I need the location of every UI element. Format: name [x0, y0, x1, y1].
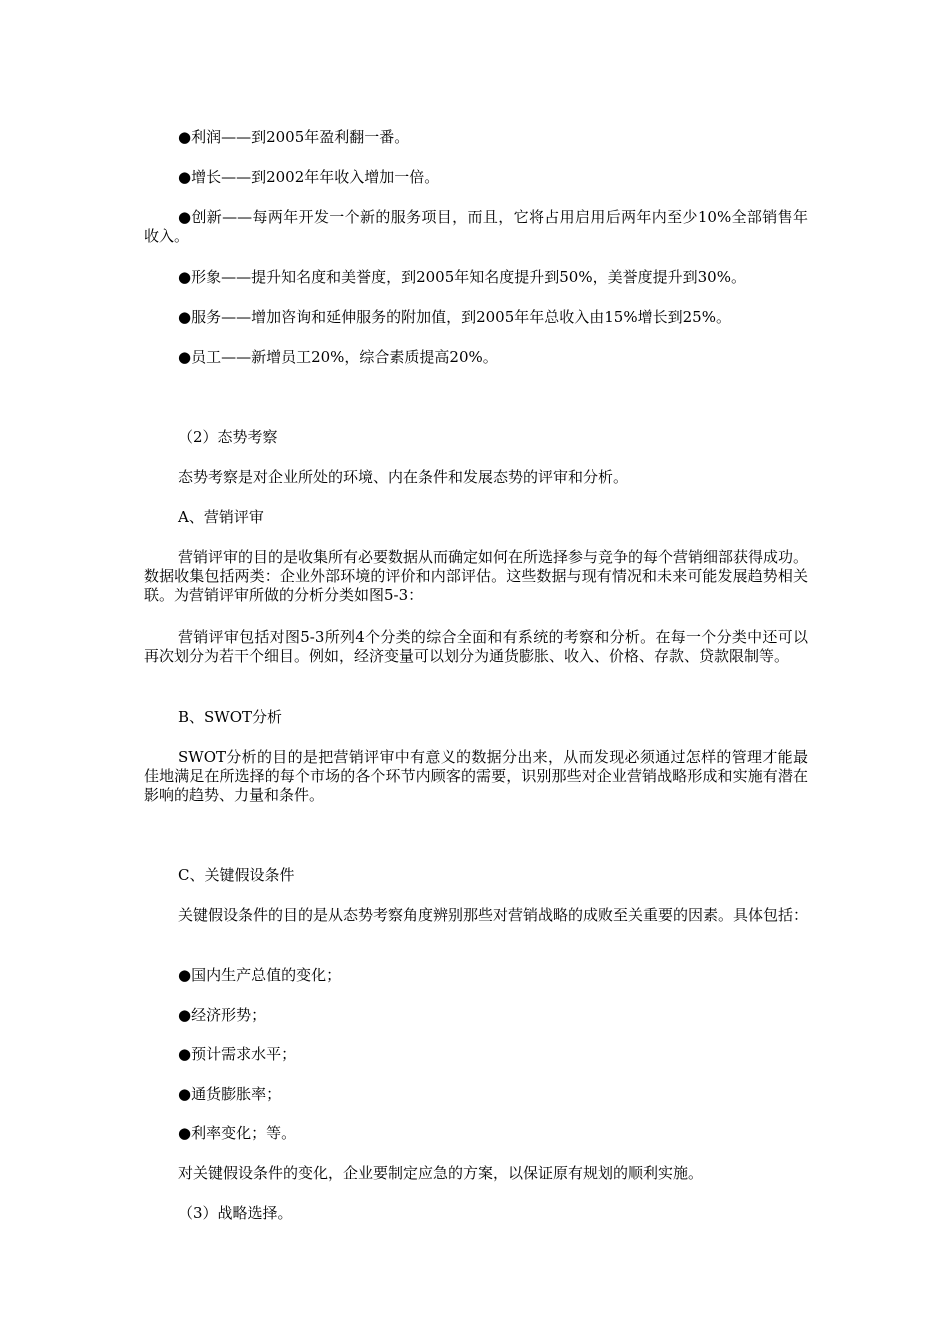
paragraph-key-assumptions-purpose: 关键假设条件的目的是从态势考察角度辨别那些对营销战略的成败至关重要的因素。具体包括： — [178, 906, 809, 924]
bullet-innovation: ●创新——每两年开发一个新的服务项目，而且，它将占用启用后两年内至少10%全部销售年收入。 — [144, 208, 808, 245]
bullet-gdp: ●国内生产总值的变化； — [178, 966, 342, 984]
bullet-economy: ●经济形势； — [178, 1006, 267, 1024]
subheading-marketing-audit: A、营销评审 — [178, 508, 264, 526]
section-heading-situation-review: （2）态势考察 — [178, 428, 278, 446]
bullet-inflation: ●通货膨胀率； — [178, 1085, 282, 1103]
bullet-image: ●形象——提升知名度和美誉度，到2005年知名度提升到50%，美誉度提升到30%。 — [178, 268, 746, 286]
bullet-service: ●服务——增加咨询和延伸服务的附加值，到2005年年总收入由15%增长到25%。 — [178, 308, 731, 326]
bullet-staff: ●员工——新增员工20%，综合素质提高20%。 — [178, 348, 498, 366]
bullet-profit: ●利润——到2005年盈利翻一番。 — [178, 128, 410, 146]
paragraph-situation-definition: 态势考察是对企业所处的环境、内在条件和发展态势的评审和分析。 — [178, 468, 629, 486]
paragraph-contingency: 对关键假设条件的变化，企业要制定应急的方案，以保证原有规划的顺利实施。 — [178, 1164, 704, 1182]
bullet-growth: ●增长——到2002年年收入增加一倍。 — [178, 168, 440, 186]
document-page — [144, 0, 808, 1344]
paragraph-marketing-audit-scope: 营销评审包括对图5-3所列4个分类的综合全面和有系统的考察和分析。在每一个分类中还可以再次划分为若干个细目。例如，经济变量可以划分为通货膨胀、收入、价格、存款、贷款限制等。 — [144, 628, 808, 665]
subheading-swot: B、SWOT分析 — [178, 708, 283, 726]
section-heading-strategy-selection: （3）战略选择。 — [178, 1204, 293, 1222]
bullet-interest-rate: ●利率变化；等。 — [178, 1124, 297, 1142]
paragraph-marketing-audit-purpose: 营销评审的目的是收集所有必要数据从而确定如何在所选择参与竞争的每个营销细部获得成功。数据收集包括两类：企业外部环境的评价和内部评估。这些数据与现有情况和未来可能发展趋势相关联。为营销评审所做的分析分类如图5-3： — [144, 548, 809, 604]
paragraph-swot-purpose: SWOT分析的目的是把营销评审中有意义的数据分出来，从而发现必须通过怎样的管理才能最佳地满足在所选择的每个市场的各个环节内顾客的需要，识别那些对企业营销战略形成和实施有潜在影响的趋势、力量和条件。 — [144, 748, 808, 804]
bullet-demand: ●预计需求水平； — [178, 1045, 297, 1063]
subheading-key-assumptions: C、关键假设条件 — [178, 866, 295, 884]
